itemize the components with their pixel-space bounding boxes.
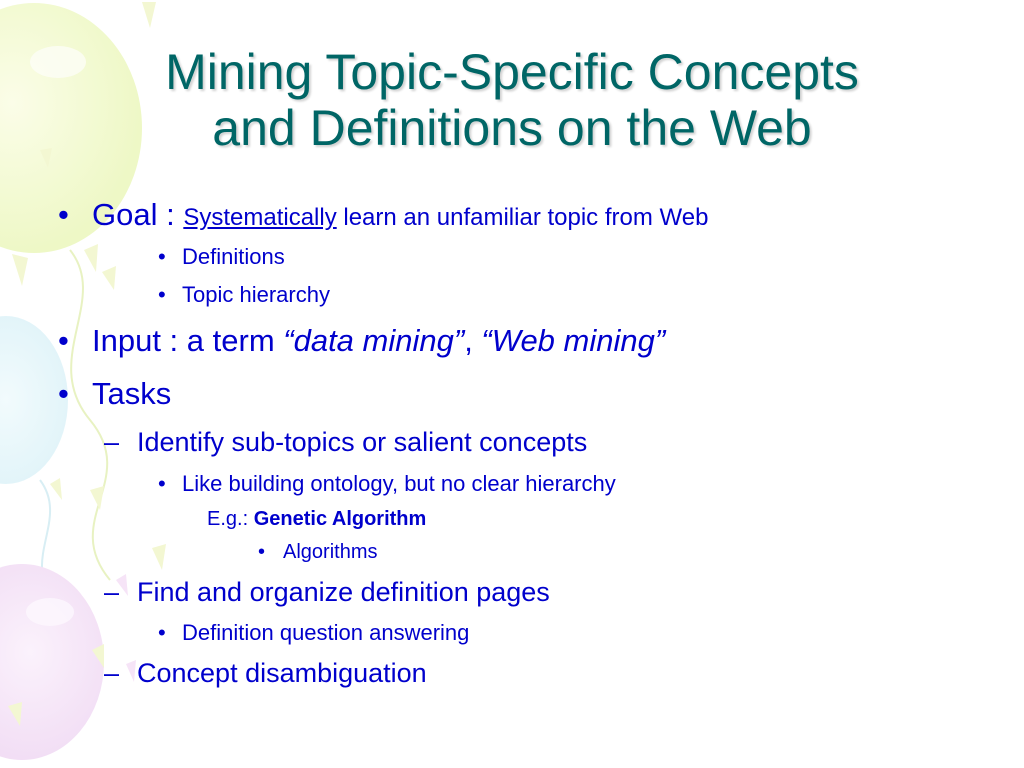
- dash-marker: –: [104, 427, 120, 457]
- bullet-marker: •: [158, 244, 166, 269]
- bullet-marker: •: [58, 376, 69, 411]
- dash-marker: –: [104, 658, 120, 688]
- bullet-marker: •: [158, 620, 166, 645]
- goal-prefix: Goal :: [92, 197, 184, 232]
- bullet-algorithms: Algorithms: [283, 541, 378, 563]
- bullet-goal: [92, 197, 708, 236]
- bullet-definitions: Definitions: [182, 244, 285, 269]
- goal-rest: learn an unfamiliar topic from Web: [336, 204, 709, 231]
- bullet-like-ontology: Like building ontology, but no clear hierarchy: [182, 471, 616, 496]
- task-concept-disambiguation: Concept disambiguation: [137, 658, 427, 688]
- balloon-string-yellow: [70, 250, 110, 580]
- goal-emphasis: Systematically: [183, 204, 337, 231]
- input-term-data-mining: “data mining”: [283, 323, 465, 358]
- bullet-marker: •: [58, 197, 69, 232]
- example-line: [207, 507, 426, 531]
- input-term-web-mining: “Web mining”: [481, 323, 666, 358]
- bullet-input: [92, 323, 665, 359]
- example-term: Genetic Algorithm: [253, 508, 427, 530]
- input-separator: ,: [464, 323, 482, 358]
- task-identify-subtopics: Identify sub-topics or salient concepts: [137, 427, 588, 457]
- bullet-marker: •: [258, 541, 266, 563]
- bullet-topic-hierarchy: Topic hierarchy: [182, 282, 330, 307]
- bullet-tasks: Tasks: [92, 376, 172, 411]
- slide-title-line-2: and Definitions on the Web: [212, 100, 812, 156]
- slide-title-line-1: Mining Topic-Specific Concepts: [165, 44, 859, 100]
- task-find-definitions: Find and organize definition pages: [137, 577, 550, 607]
- slide-title: [0, 44, 1024, 156]
- bullet-marker: •: [158, 471, 166, 496]
- input-prefix: Input : a term: [92, 323, 284, 358]
- bullet-definition-qa: Definition question answering: [182, 620, 470, 645]
- dash-marker: –: [104, 577, 120, 607]
- balloon-purple: [0, 564, 104, 760]
- bullet-marker: •: [158, 282, 166, 307]
- bullet-marker: •: [58, 323, 69, 358]
- example-prefix: E.g.:: [207, 508, 254, 530]
